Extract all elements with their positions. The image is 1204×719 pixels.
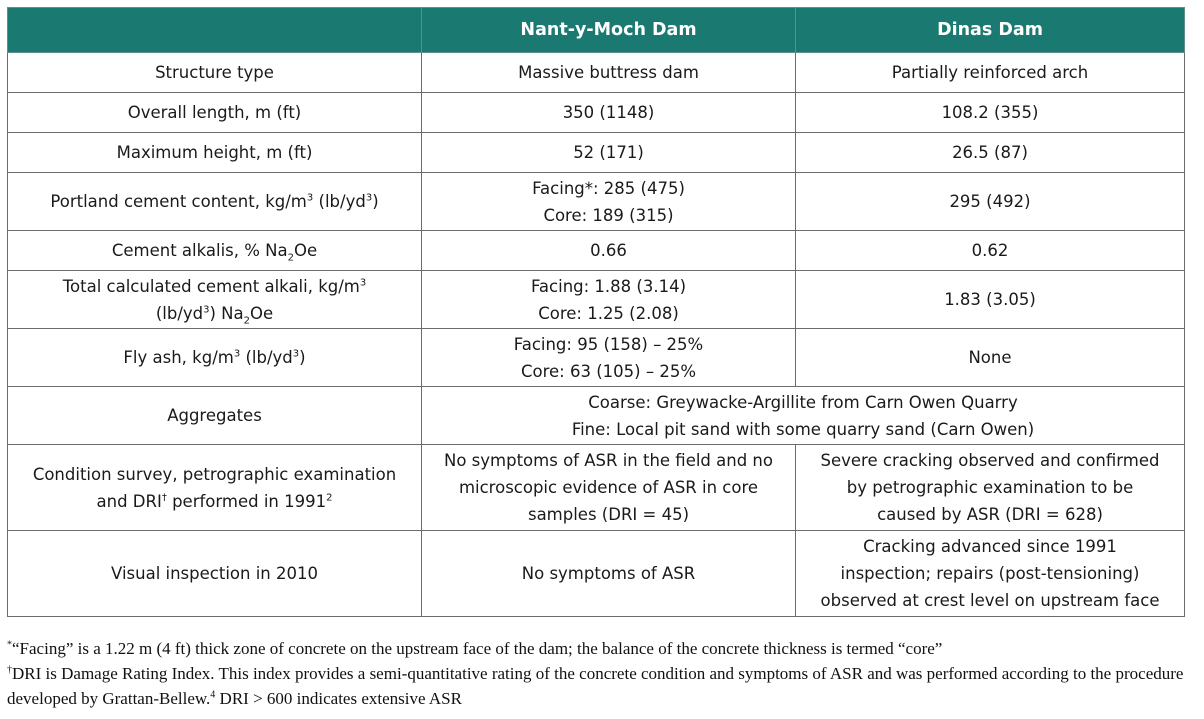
footnote-mark: * — [7, 639, 12, 651]
header-row — [8, 8, 1185, 53]
nant-value: Facing: 95 (158) – 25% Core: 63 (105) – 25% — [422, 329, 796, 387]
dinas-value: 295 (492) — [796, 173, 1185, 231]
aggregates-value: Coarse: Greywacke-Argillite from Carn Owen Quarry Fine: Local pit sand with some quarry sand (Carn Owen) — [422, 387, 1185, 445]
row-condition-survey — [8, 445, 1185, 531]
dinas-value: 0.62 — [796, 231, 1185, 271]
row-label: Aggregates — [8, 387, 422, 445]
dinas-value: None — [796, 329, 1185, 387]
row-label: Overall length, m (ft) — [8, 93, 422, 133]
dinas-value: 108.2 (355) — [796, 93, 1185, 133]
dinas-value: 26.5 (87) — [796, 133, 1185, 173]
row-label: Fly ash, $kg/m^3$ $(lb/yd^3)$ — [8, 329, 422, 387]
row-label: Condition survey, petrographic examination and DRI† performed in 1991$^2$ — [8, 445, 422, 531]
row-fly-ash — [8, 329, 1185, 387]
footnote-ref: 4 — [210, 689, 216, 701]
footnote-dri — [7, 661, 1197, 711]
row-visual-inspection — [8, 531, 1185, 617]
row-label: Visual inspection in 2010 — [8, 531, 422, 617]
nant-value: Massive buttress dam — [422, 53, 796, 93]
nant-value: 52 (171) — [422, 133, 796, 173]
header-nant-y-moch: Nant-y-Moch Dam — [422, 8, 796, 53]
nant-value: Facing: 1.88 (3.14) Core: 1.25 (2.08) — [422, 271, 796, 329]
nant-value: 0.66 — [422, 231, 796, 271]
dinas-value: 1.83 (3.05) — [796, 271, 1185, 329]
row-total-alkali — [8, 271, 1185, 329]
dinas-value: Severe cracking observed and confirmed by petrographic examination to be caused by ASR (DRI = 628) — [796, 445, 1185, 531]
row-aggregates — [8, 387, 1185, 445]
footnote-text: “Facing” is a 1.22 m (4 ft) thick zone of concrete on the upstream face of the dam; the balance of the concrete thickness is termed “core” — [12, 639, 943, 658]
row-structure-type — [8, 53, 1185, 93]
row-label: Maximum height, m (ft) — [8, 133, 422, 173]
header-dinas: Dinas Dam — [796, 8, 1185, 53]
footnote-text: DRI is Damage Rating Index. This index provides a semi-quantitative rating of the concrete condition and symptoms of ASR and was performed according to the procedure developed by Grattan-Bellew. — [7, 664, 1184, 708]
row-label: Total calculated cement alkali, $kg/m^3$ $(lb/yd^3)$ $Na_2Oe$ — [8, 271, 422, 329]
row-label: Portland cement content, $kg/m^3$ $(lb/yd^3)$ — [8, 173, 422, 231]
nant-value: No symptoms of ASR in the field and no microscopic evidence of ASR in core samples (DRI = 45) — [422, 445, 796, 531]
row-maximum-height — [8, 133, 1185, 173]
dam-comparison-table — [7, 7, 1185, 617]
row-overall-length — [8, 93, 1185, 133]
row-label: Structure type — [8, 53, 422, 93]
nant-value: Facing*: 285 (475) Core: 189 (315) — [422, 173, 796, 231]
dinas-value: Cracking advanced since 1991 inspection; repairs (post-tensioning) observed at crest level on upstream face — [796, 531, 1185, 617]
row-portland-cement — [8, 173, 1185, 231]
nant-value: No symptoms of ASR — [422, 531, 796, 617]
dinas-value: Partially reinforced arch — [796, 53, 1185, 93]
footnote-mark: † — [7, 664, 12, 676]
row-cement-alkalis — [8, 231, 1185, 271]
footnote-text: DRI > 600 indicates extensive ASR — [215, 689, 462, 708]
nant-value: 350 (1148) — [422, 93, 796, 133]
header-blank-cell — [8, 8, 422, 53]
footnote-facing — [7, 636, 1197, 661]
row-label: Cement alkalis, % $Na_2Oe$ — [8, 231, 422, 271]
